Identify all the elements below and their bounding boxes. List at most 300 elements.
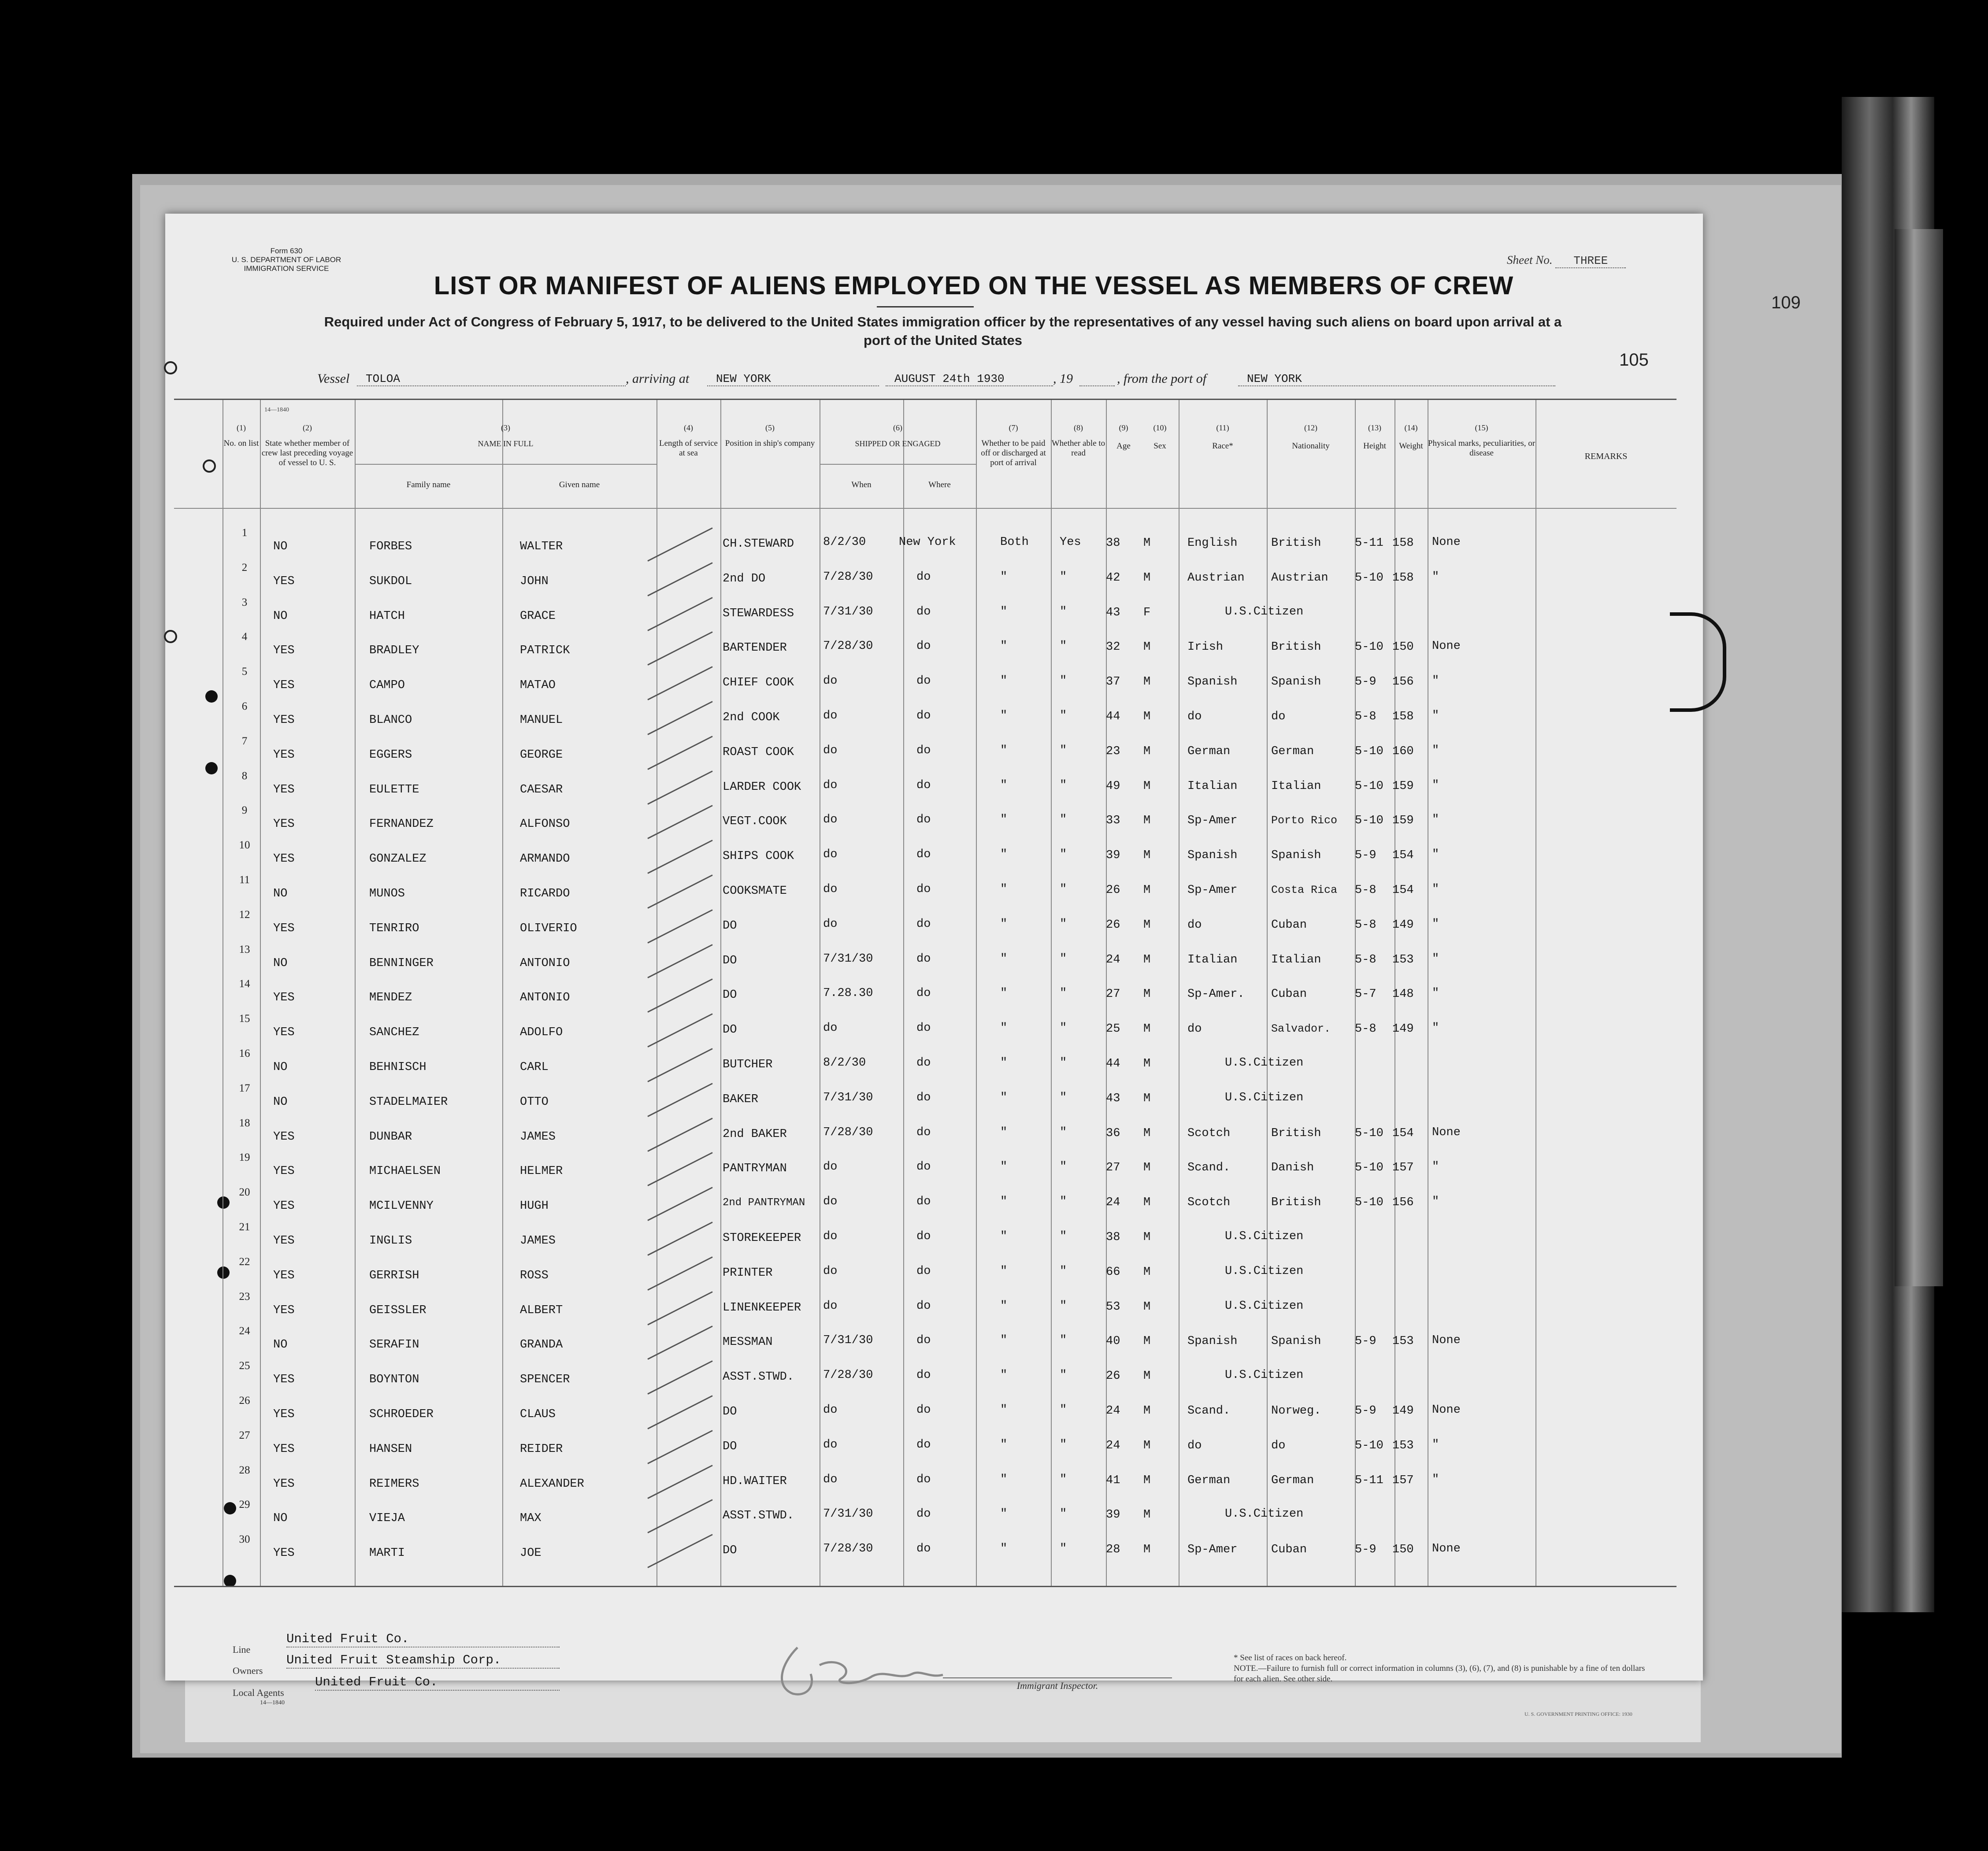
- height-cell: 5-9: [1355, 849, 1376, 863]
- shipped-when-cell: 7/31/30: [823, 605, 873, 618]
- given-name-cell: MATAO: [520, 679, 556, 692]
- nationality-cell: British: [1271, 1196, 1321, 1210]
- column-header: [1141, 423, 1179, 451]
- department: U. S. DEPARTMENT OF LABOR: [231, 255, 341, 264]
- position-cell: BARTENDER: [723, 641, 787, 655]
- column-header: [355, 423, 656, 449]
- position-cell: 2nd PANTRYMAN: [723, 1197, 805, 1209]
- paid-off-cell: Both: [1000, 536, 1029, 549]
- citizenship-cell: U.S.Citizen: [1225, 1264, 1304, 1278]
- paid-off-cell: ": [1000, 1542, 1008, 1556]
- given-name-cell: CLAUS: [520, 1408, 556, 1421]
- column-header: [720, 423, 820, 448]
- weight-cell: 153: [1392, 953, 1414, 966]
- shipped-where-cell: do: [916, 1438, 931, 1451]
- physical-marks-cell: ": [1432, 1195, 1439, 1209]
- position-cell: DO: [723, 954, 737, 967]
- paid-off-cell: ": [1000, 744, 1008, 757]
- column-divider: [1267, 400, 1268, 1586]
- race-cell: Spanish: [1187, 849, 1238, 863]
- column-subheader: Given name: [559, 480, 600, 489]
- age-cell: 24: [1106, 1196, 1120, 1210]
- shipped-where-cell: do: [916, 1542, 931, 1556]
- age-cell: 38: [1106, 1231, 1120, 1244]
- footnote-races: * See list of races on back hereof.: [1234, 1653, 1347, 1662]
- weight-cell: 157: [1392, 1161, 1414, 1175]
- paid-off-cell: ": [1000, 1438, 1008, 1451]
- shipped-when-cell: do: [823, 883, 838, 896]
- year-blank: [1079, 372, 1115, 386]
- column-header: [1051, 423, 1106, 458]
- able-to-read-cell: ": [1060, 1264, 1067, 1278]
- prev-voyage-cell: YES: [273, 818, 295, 831]
- able-to-read-cell: ": [1060, 1125, 1067, 1139]
- shipped-when-cell: 8/2/30: [823, 1056, 866, 1070]
- position-cell: DO: [723, 1405, 737, 1418]
- position-cell: DO: [723, 919, 737, 933]
- age-cell: 53: [1106, 1300, 1120, 1314]
- position-cell: LINENKEEPER: [723, 1301, 801, 1314]
- race-cell: do: [1187, 710, 1202, 723]
- age-cell: 25: [1106, 1022, 1120, 1036]
- physical-marks-cell: ": [1432, 952, 1439, 966]
- row-number: 23: [239, 1290, 250, 1303]
- family-name-cell: DUNBAR: [369, 1130, 412, 1144]
- shipped-where-cell: do: [916, 744, 931, 757]
- family-name-cell: MENDEZ: [369, 991, 412, 1005]
- shipped-when-cell: do: [823, 1403, 838, 1417]
- subheader-divider: [355, 464, 656, 465]
- citizenship-cell: U.S.Citizen: [1225, 1299, 1304, 1313]
- shipped-where-cell: do: [916, 1056, 931, 1070]
- given-name-cell: ADOLFO: [520, 1026, 563, 1040]
- able-to-read-cell: ": [1060, 1438, 1067, 1451]
- shipped-when-cell: do: [823, 1195, 838, 1209]
- prev-voyage-cell: YES: [273, 1026, 295, 1040]
- shipped-when-cell: do: [823, 1473, 838, 1486]
- physical-marks-cell: ": [1432, 1438, 1439, 1451]
- margin-number-top: 109: [1771, 293, 1801, 312]
- prev-voyage-cell: YES: [273, 1130, 295, 1144]
- given-name-cell: CAESAR: [520, 783, 563, 796]
- citizenship-cell: U.S.Citizen: [1225, 605, 1304, 618]
- sex-cell: M: [1143, 1126, 1151, 1140]
- weight-cell: 158: [1392, 537, 1414, 550]
- paid-off-cell: ": [1000, 813, 1008, 827]
- row-number: 16: [239, 1048, 250, 1059]
- row-number: 29: [239, 1499, 250, 1511]
- sex-cell: M: [1143, 1508, 1151, 1522]
- race-cell: Scand.: [1187, 1161, 1231, 1175]
- row-number: 22: [239, 1255, 250, 1268]
- given-name-cell: CARL: [520, 1061, 549, 1074]
- able-to-read-cell: ": [1060, 1542, 1067, 1556]
- able-to-read-cell: Yes: [1060, 536, 1081, 549]
- position-cell: CHIEF COOK: [723, 676, 794, 690]
- prev-voyage-cell: NO: [273, 609, 288, 623]
- height-cell: 5-10: [1355, 1196, 1383, 1210]
- position-cell: PANTRYMAN: [723, 1162, 787, 1176]
- height-cell: 5-10: [1355, 1161, 1383, 1175]
- column-divider: [720, 400, 721, 1586]
- physical-marks-cell: ": [1432, 674, 1439, 688]
- height-cell: 5-10: [1355, 571, 1383, 585]
- race-cell: Sp-Amer: [1187, 1543, 1238, 1557]
- given-name-cell: ALBERT: [520, 1303, 563, 1317]
- arrival-date: AUGUST 24th 1930: [886, 372, 1053, 386]
- nationality-cell: Cuban: [1271, 918, 1307, 932]
- from-port: NEW YORK: [1238, 372, 1555, 386]
- family-name-cell: SANCHEZ: [369, 1026, 419, 1040]
- position-cell: 2nd DO: [723, 572, 766, 585]
- given-name-cell: HELMER: [520, 1165, 563, 1178]
- position-cell: 2nd COOK: [723, 711, 780, 724]
- paid-off-cell: ": [1000, 640, 1008, 653]
- able-to-read-cell: ": [1060, 848, 1067, 862]
- row-number: 15: [239, 1013, 250, 1025]
- paid-off-cell: ": [1000, 1160, 1008, 1174]
- family-name-cell: MICHAELSEN: [369, 1165, 441, 1178]
- age-cell: 37: [1106, 675, 1120, 689]
- able-to-read-cell: ": [1060, 605, 1067, 618]
- prev-voyage-cell: YES: [273, 1269, 295, 1282]
- age-cell: 33: [1106, 814, 1120, 828]
- sex-cell: M: [1143, 884, 1151, 897]
- age-cell: 43: [1106, 1092, 1120, 1105]
- column-subheader: When: [851, 480, 872, 489]
- column-number: (2): [303, 423, 312, 432]
- row-number: 5: [241, 666, 248, 678]
- height-cell: 5-9: [1355, 1543, 1376, 1557]
- prev-voyage-cell: YES: [273, 1234, 295, 1248]
- row-number: 26: [239, 1395, 250, 1407]
- prev-voyage-cell: YES: [273, 644, 295, 658]
- race-cell: Spanish: [1187, 1335, 1238, 1348]
- able-to-read-cell: ": [1060, 1160, 1067, 1174]
- sex-cell: M: [1143, 1231, 1151, 1244]
- nationality-cell: Spanish: [1271, 675, 1321, 689]
- prev-voyage-cell: YES: [273, 991, 295, 1005]
- shipped-when-cell: 7/31/30: [823, 1091, 873, 1104]
- family-name-cell: HANSEN: [369, 1442, 412, 1456]
- paid-off-cell: ": [1000, 848, 1008, 862]
- given-name-cell: ARMANDO: [520, 852, 570, 866]
- footnote: [1234, 1653, 1652, 1684]
- position-cell: 2nd BAKER: [723, 1127, 787, 1141]
- paid-off-cell: ": [1000, 1056, 1008, 1070]
- nationality-cell: German: [1271, 1473, 1314, 1487]
- able-to-read-cell: ": [1060, 640, 1067, 653]
- nationality-cell: Cuban: [1271, 1543, 1307, 1557]
- column-number: (12): [1304, 423, 1317, 432]
- shipped-where-cell: do: [916, 778, 931, 792]
- race-cell: do: [1187, 918, 1202, 932]
- family-name-cell: BENNINGER: [369, 956, 434, 970]
- height-cell: 5-9: [1355, 1404, 1376, 1418]
- row-number: 2: [241, 561, 248, 574]
- height-cell: 5-10: [1355, 814, 1383, 828]
- column-number: (14): [1404, 423, 1418, 432]
- weight-cell: 159: [1392, 814, 1414, 828]
- shipped-where-cell: do: [916, 1264, 931, 1278]
- column-divider: [903, 400, 904, 1586]
- column-header: [1355, 423, 1395, 451]
- weight-cell: 153: [1392, 1439, 1414, 1452]
- column-divider: [260, 400, 261, 1586]
- sex-cell: M: [1143, 1300, 1151, 1314]
- weight-cell: 157: [1392, 1473, 1414, 1487]
- family-name-cell: INGLIS: [369, 1234, 412, 1248]
- page-title: LIST OR MANIFEST OF ALIENS EMPLOYED ON THE VESSEL AS MEMBERS OF CREW: [434, 271, 1514, 300]
- shipped-where-cell: do: [916, 1369, 931, 1382]
- prev-voyage-cell: YES: [273, 922, 295, 935]
- shipped-when-cell: do: [823, 744, 838, 757]
- shipped-where-cell: do: [916, 813, 931, 827]
- age-cell: 44: [1106, 710, 1120, 723]
- nationality-cell: Porto Rico: [1271, 814, 1338, 827]
- prev-voyage-cell: NO: [273, 1061, 288, 1074]
- position-cell: PRINTER: [723, 1266, 773, 1280]
- sex-cell: M: [1143, 571, 1151, 585]
- able-to-read-cell: ": [1060, 570, 1067, 584]
- given-name-cell: MAX: [520, 1512, 542, 1525]
- age-cell: 23: [1106, 744, 1120, 758]
- given-name-cell: ALFONSO: [520, 818, 570, 831]
- family-name-cell: REIMERS: [369, 1477, 419, 1491]
- sex-cell: M: [1143, 1404, 1151, 1418]
- weight-cell: 154: [1392, 884, 1414, 897]
- physical-marks-cell: ": [1432, 570, 1439, 584]
- column-label: Position in ship's company: [725, 439, 815, 448]
- column-header: [1179, 423, 1267, 451]
- height-cell: 5-8: [1355, 884, 1376, 897]
- race-cell: Italian: [1187, 953, 1238, 966]
- able-to-read-cell: ": [1060, 1056, 1067, 1070]
- column-number: (4): [684, 423, 693, 432]
- family-name-cell: CAMPO: [369, 679, 405, 692]
- column-label: State whether member of crew last preceding voyage of vessel to U. S.: [261, 439, 353, 467]
- given-name-cell: RICARDO: [520, 887, 570, 900]
- age-cell: 38: [1106, 537, 1120, 550]
- height-cell: 5-9: [1355, 675, 1376, 689]
- prev-voyage-cell: NO: [273, 540, 288, 553]
- prev-voyage-cell: NO: [273, 1338, 288, 1352]
- row-number: 12: [239, 908, 250, 921]
- position-cell: STOREKEEPER: [723, 1232, 801, 1245]
- physical-marks-cell: None: [1432, 1334, 1461, 1348]
- able-to-read-cell: ": [1060, 952, 1067, 966]
- paid-off-cell: ": [1000, 674, 1008, 688]
- scan-edge-highlight: [1895, 229, 1943, 1286]
- race-cell: German: [1187, 1473, 1231, 1487]
- able-to-read-cell: ": [1060, 1473, 1067, 1486]
- sex-cell: M: [1143, 1543, 1151, 1557]
- family-name-cell: SERAFIN: [369, 1338, 419, 1352]
- given-name-cell: JAMES: [520, 1130, 556, 1144]
- shipped-when-cell: do: [823, 778, 838, 792]
- physical-marks-cell: ": [1432, 848, 1439, 862]
- paid-off-cell: ": [1000, 1125, 1008, 1139]
- prev-voyage-cell: YES: [273, 1442, 295, 1456]
- prev-voyage-cell: YES: [273, 748, 295, 762]
- column-header: [1395, 423, 1428, 451]
- paid-off-cell: ": [1000, 1022, 1008, 1035]
- shipped-where-cell: do: [916, 709, 931, 722]
- vessel-label: Vessel: [317, 371, 350, 386]
- prev-voyage-cell: YES: [273, 1408, 295, 1421]
- nationality-cell: Italian: [1271, 953, 1321, 966]
- family-name-cell: SCHROEDER: [369, 1408, 434, 1421]
- column-divider: [355, 400, 356, 1586]
- sex-cell: M: [1143, 710, 1151, 723]
- position-cell: BAKER: [723, 1092, 759, 1106]
- given-name-cell: PATRICK: [520, 644, 570, 658]
- row-number: 18: [239, 1117, 250, 1129]
- citizenship-cell: U.S.Citizen: [1225, 1056, 1304, 1070]
- shipped-where-cell: do: [916, 1334, 931, 1348]
- column-label: Physical marks, peculiarities, or disease: [1428, 439, 1536, 458]
- weight-cell: 158: [1392, 710, 1414, 723]
- shipped-when-cell: 7/31/30: [823, 1507, 873, 1521]
- age-cell: 66: [1106, 1265, 1120, 1279]
- shipped-where-cell: do: [916, 1473, 931, 1486]
- age-cell: 39: [1106, 1508, 1120, 1522]
- service: IMMIGRATION SERVICE: [244, 264, 329, 273]
- column-header: [1428, 423, 1536, 458]
- family-name-cell: EULETTE: [369, 783, 419, 796]
- family-name-cell: STADELMAIER: [369, 1095, 448, 1109]
- column-label: SHIPPED OR ENGAGED: [855, 439, 941, 448]
- sex-cell: M: [1143, 1473, 1151, 1487]
- column-label: Weight: [1399, 441, 1423, 451]
- column-divider: [1051, 400, 1052, 1586]
- column-header: [260, 423, 355, 468]
- age-cell: 49: [1106, 779, 1120, 793]
- shipped-when-cell: do: [823, 813, 838, 827]
- given-name-cell: GEORGE: [520, 748, 563, 762]
- position-cell: STEWARDESS: [723, 607, 794, 620]
- position-cell: BUTCHER: [723, 1058, 773, 1071]
- line-label: Line: [233, 1644, 251, 1655]
- nationality-cell: Costa Rica: [1271, 884, 1338, 896]
- able-to-read-cell: ": [1060, 1403, 1067, 1417]
- race-cell: Sp-Amer: [1187, 814, 1238, 828]
- weight-cell: 150: [1392, 1543, 1414, 1557]
- sex-cell: M: [1143, 1265, 1151, 1279]
- physical-marks-cell: ": [1432, 917, 1439, 931]
- column-header: [1267, 423, 1355, 451]
- weight-cell: 159: [1392, 779, 1414, 793]
- height-cell: 5-8: [1355, 953, 1376, 966]
- nationality-cell: Austrian: [1271, 571, 1328, 585]
- race-cell: English: [1187, 537, 1238, 550]
- able-to-read-cell: ": [1060, 1195, 1067, 1209]
- from-port-label: , from the port of: [1117, 371, 1207, 386]
- agents-value: United Fruit Co.: [315, 1675, 560, 1691]
- column-subheader: Family name: [406, 480, 451, 489]
- able-to-read-cell: ": [1060, 813, 1067, 827]
- position-cell: VEGT.COOK: [723, 815, 787, 829]
- shipped-where-cell: do: [916, 640, 931, 653]
- physical-marks-cell: None: [1432, 640, 1461, 653]
- shipped-where-cell: do: [916, 570, 931, 584]
- subheader-divider: [820, 464, 976, 465]
- nationality-cell: Spanish: [1271, 849, 1321, 863]
- race-cell: Italian: [1187, 779, 1238, 793]
- shipped-where-cell: do: [916, 1022, 931, 1035]
- able-to-read-cell: ": [1060, 1334, 1067, 1348]
- weight-cell: 150: [1392, 640, 1414, 654]
- shipped-when-cell: do: [823, 1438, 838, 1451]
- family-name-cell: VIEJA: [369, 1512, 405, 1525]
- agents-code: 14—1840: [260, 1699, 285, 1706]
- shipped-when-cell: 7/28/30: [823, 1125, 873, 1139]
- prev-voyage-cell: YES: [273, 783, 295, 796]
- family-name-cell: HATCH: [369, 609, 405, 623]
- shipped-where-cell: do: [916, 1403, 931, 1417]
- able-to-read-cell: ": [1060, 987, 1067, 1000]
- paid-off-cell: ": [1000, 1369, 1008, 1382]
- row-number: 17: [239, 1082, 250, 1094]
- column-subheader: Where: [928, 480, 951, 489]
- position-cell: CH.STEWARD: [723, 537, 794, 551]
- height-cell: 5-8: [1355, 1022, 1376, 1036]
- able-to-read-cell: ": [1060, 1091, 1067, 1104]
- header-divider: [174, 508, 1676, 509]
- sex-cell: M: [1143, 640, 1151, 654]
- row-number: 30: [239, 1533, 250, 1546]
- column-label: Race*: [1212, 441, 1233, 451]
- age-cell: 43: [1106, 606, 1120, 619]
- paid-off-cell: ": [1000, 709, 1008, 722]
- sex-cell: M: [1143, 1370, 1151, 1383]
- prev-voyage-cell: YES: [273, 852, 295, 866]
- able-to-read-cell: ": [1060, 1369, 1067, 1382]
- height-cell: 5-11: [1355, 537, 1383, 550]
- shipped-when-cell: do: [823, 1299, 838, 1313]
- paid-off-cell: ": [1000, 1473, 1008, 1486]
- row-number: 24: [239, 1325, 250, 1337]
- column-number: (6): [893, 423, 902, 432]
- age-cell: 24: [1106, 1404, 1120, 1418]
- shipped-where-cell: do: [916, 1230, 931, 1243]
- citizenship-cell: U.S.Citizen: [1225, 1369, 1304, 1382]
- weight-cell: 154: [1392, 849, 1414, 863]
- row-number: 27: [239, 1429, 250, 1441]
- height-cell: 5-10: [1355, 779, 1383, 793]
- nationality-cell: Danish: [1271, 1161, 1314, 1175]
- row-number: 9: [241, 804, 248, 817]
- nationality-cell: Cuban: [1271, 988, 1307, 1001]
- race-cell: Scand.: [1187, 1404, 1231, 1418]
- nationality-cell: do: [1271, 710, 1286, 723]
- column-label: NAME IN FULL: [478, 439, 534, 448]
- row-number: 3: [241, 596, 248, 608]
- row-number: 28: [239, 1464, 250, 1476]
- race-cell: Sp-Amer: [1187, 884, 1238, 897]
- paid-off-cell: ": [1000, 952, 1008, 966]
- shipped-where-cell: do: [916, 674, 931, 688]
- physical-marks-cell: None: [1432, 1125, 1461, 1139]
- given-name-cell: JOHN: [520, 574, 549, 588]
- age-cell: 24: [1106, 1439, 1120, 1452]
- height-cell: 5-9: [1355, 1335, 1376, 1348]
- able-to-read-cell: ": [1060, 1299, 1067, 1313]
- nationality-cell: Norweg.: [1271, 1404, 1321, 1418]
- column-label: No. on list: [223, 439, 259, 448]
- physical-marks-cell: ": [1432, 778, 1439, 792]
- shipped-where-cell: do: [916, 1195, 931, 1209]
